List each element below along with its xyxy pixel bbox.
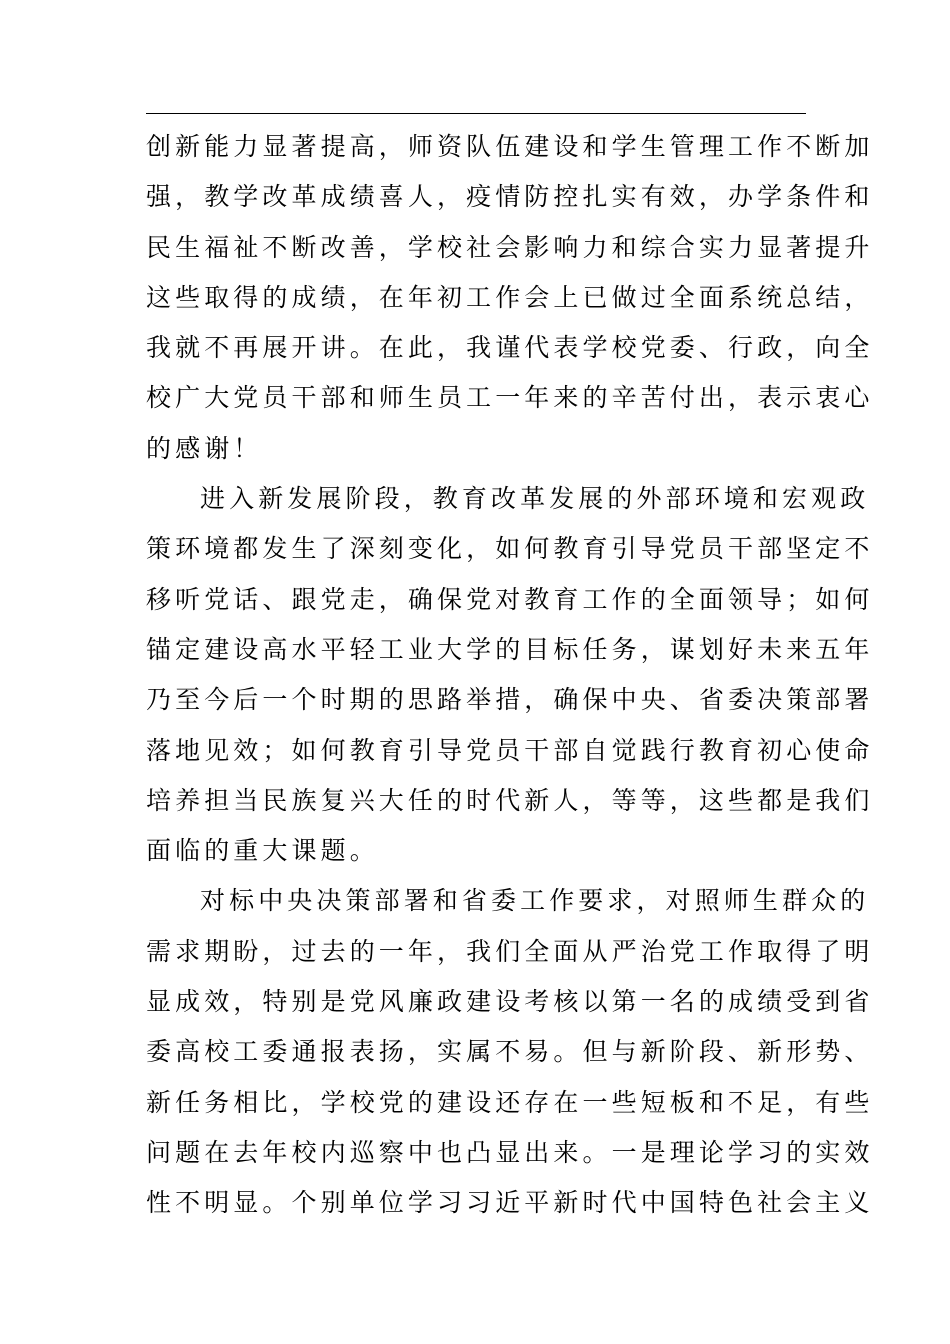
- text-line: 显成效，特别是党风廉政建设考核以第一名的成绩受到省: [146, 987, 874, 1017]
- text-line: 新任务相比，学校党的建设还存在一些短板和不足，有些: [146, 1087, 874, 1117]
- text-line: 落地见效；如何教育引导党员干部自觉践行教育初心使命: [146, 735, 874, 765]
- text-line: 锚定建设高水平轻工业大学的目标任务，谋划好未来五年: [146, 634, 874, 664]
- text-line: 问题在去年校内巡察中也凸显出来。一是理论学习的实效: [146, 1137, 874, 1167]
- header-rule: [146, 113, 806, 114]
- paragraph-3: [146, 876, 874, 1228]
- text-line: 民生福祉不断改善，学校社会影响力和综合实力显著提升: [146, 232, 874, 262]
- text-line: 性不明显。个别单位学习习近平新时代中国特色社会主义: [146, 1188, 874, 1218]
- text-line: 移听党话、跟党走，确保党对教育工作的全面领导；如何: [146, 584, 874, 614]
- text-line: 策环境都发生了深刻变化，如何教育引导党员干部坚定不: [146, 534, 874, 564]
- paragraph-1: [146, 122, 874, 474]
- text-line: 强，教学改革成绩喜人，疫情防控扎实有效，办学条件和: [146, 182, 874, 212]
- text-line: 需求期盼，过去的一年，我们全面从严治党工作取得了明: [146, 936, 874, 966]
- text-line: 面临的重大课题。: [146, 836, 379, 866]
- text-line: 我就不再展开讲。在此，我谨代表学校党委、行政，向全: [146, 333, 874, 363]
- text-line: 乃至今后一个时期的思路举措，确保中央、省委决策部署: [146, 685, 874, 715]
- paragraph-2: [146, 474, 874, 876]
- text-line: 这些取得的成绩，在年初工作会上已做过全面系统总结，: [146, 282, 874, 312]
- text-line: 的感谢！: [146, 433, 263, 463]
- text-line: 培养担当民族复兴大任的时代新人，等等，这些都是我们: [146, 785, 874, 815]
- text-line: 委高校工委通报表扬，实属不易。但与新阶段、新形势、: [146, 1037, 874, 1067]
- text-line: 对标中央决策部署和省委工作要求，对照师生群众的: [200, 886, 870, 916]
- text-line: 进入新发展阶段，教育改革发展的外部环境和宏观政: [200, 484, 870, 514]
- text-line: 创新能力显著提高，师资队伍建设和学生管理工作不断加: [146, 132, 874, 161]
- document-body: [146, 122, 874, 1229]
- text-line: 校广大党员干部和师生员工一年来的辛苦付出，表示衷心: [146, 383, 874, 413]
